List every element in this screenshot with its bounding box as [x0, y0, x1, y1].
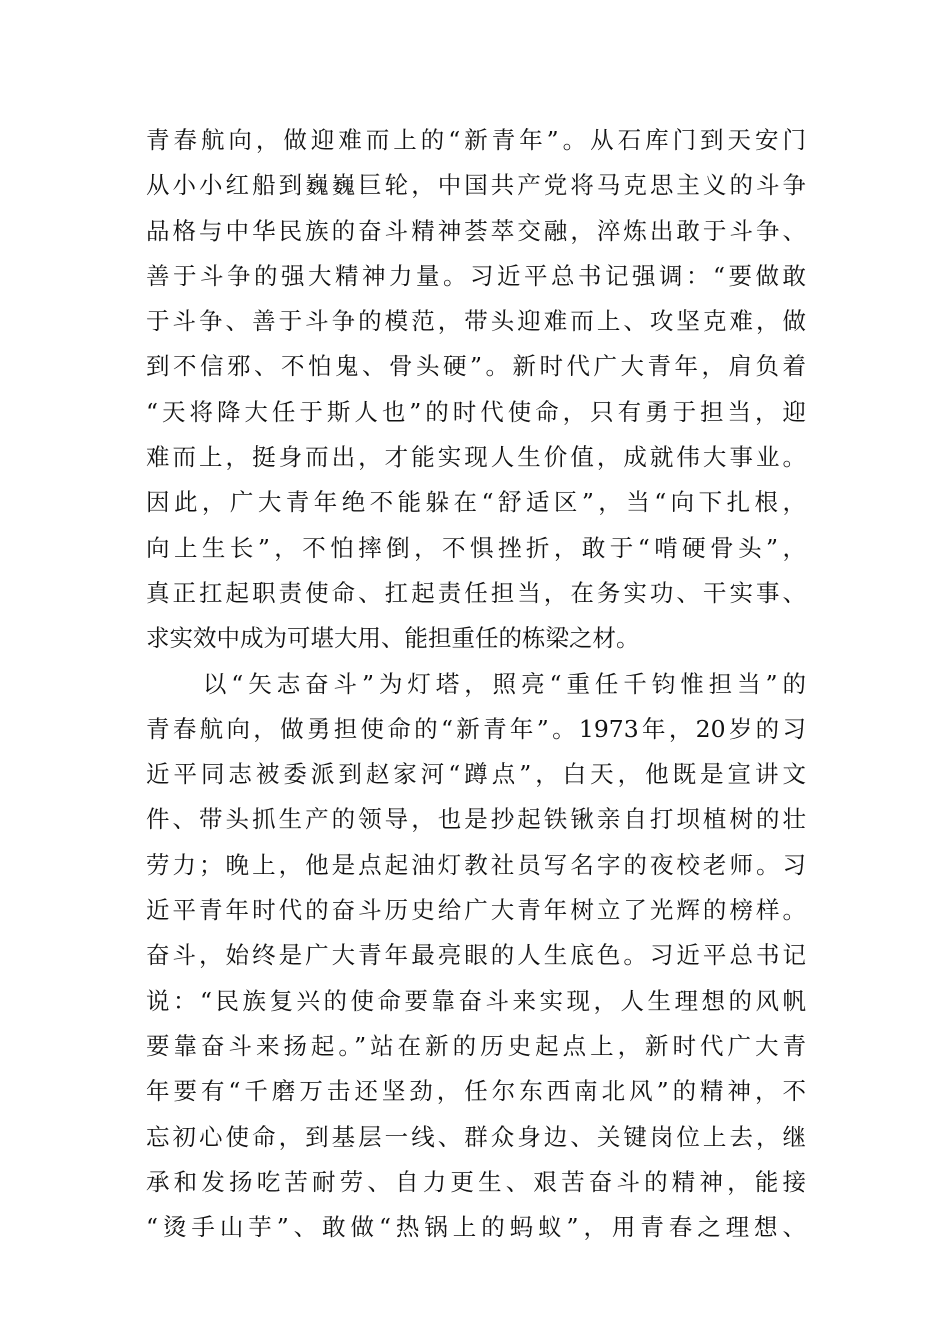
text-line: 真正扛起职责使命、扛起责任担当，在务实功、干实事、: [146, 578, 806, 607]
text-line: 奋斗，始终是广大青年最亮眼的人生底色。习近平总书记: [146, 941, 806, 970]
text-line: 青春航向，做勇担使命的“新青年”。1973年，20岁的习: [146, 714, 806, 743]
text-line: 从小小红船到巍巍巨轮，中国共产党将马克思主义的斗争: [146, 171, 806, 200]
text-line: 品格与中华民族的奋斗精神荟萃交融，淬炼出敢于斗争、: [146, 216, 806, 245]
text-line: “天将降大任于斯人也”的时代使命，只有勇于担当，迎: [146, 397, 806, 426]
paragraph-end-line: 求实效中成为可堪大用、能担重任的栋梁之材。: [146, 624, 640, 653]
body-text: [146, 118, 806, 1250]
text-line: 要靠奋斗来扬起。”站在新的历史起点上，新时代广大青: [146, 1031, 806, 1060]
text-line: 近平同志被委派到赵家河“蹲点”，白天，他既是宣讲文: [146, 760, 806, 789]
text-line: “烫手山芋”、敢做“热锅上的蚂蚁”，用青春之理想、: [146, 1213, 806, 1242]
text-line: 向上生长”，不怕摔倒，不惧挫折，敢于“啃硬骨头”，: [146, 533, 806, 562]
text-line: 承和发扬吃苦耐劳、自力更生、艰苦奋斗的精神，能接: [146, 1167, 806, 1196]
text-line: 因此，广大青年绝不能躲在“舒适区”，当“向下扎根，: [146, 488, 806, 517]
text-line: 善于斗争的强大精神力量。习近平总书记强调：“要做敢: [146, 261, 806, 290]
text-line: 忘初心使命，到基层一线、群众身边、关键岗位上去，继: [146, 1122, 806, 1151]
text-line: 年要有“千磨万击还坚劲，任尔东西南北风”的精神，不: [146, 1077, 806, 1106]
text-line: 难而上，挺身而出，才能实现人生价值，成就伟大事业。: [146, 443, 806, 472]
text-line: 件、带头抓生产的领导，也是抄起铁锹亲自打坝植树的壮: [146, 805, 806, 834]
text-line: 青春航向，做迎难而上的“新青年”。从石库门到天安门: [146, 126, 806, 154]
text-line: 于斗争、善于斗争的模范，带头迎难而上、攻坚克难，做: [146, 307, 806, 336]
text-line: 到不信邪、不怕鬼、骨头硬”。新时代广大青年，肩负着: [146, 352, 806, 381]
text-line: 近平青年时代的奋斗历史给广大青年树立了光辉的榜样。: [146, 896, 806, 925]
text-line: 劳力；晚上，他是点起油灯教社员写名字的夜校老师。习: [146, 850, 806, 879]
paragraph-start-line: 以“矢志奋斗”为灯塔，照亮“重任千钧惟担当”的: [146, 669, 806, 698]
text-line: 说：“民族复兴的使命要靠奋斗来实现，人生理想的风帆: [146, 986, 806, 1015]
